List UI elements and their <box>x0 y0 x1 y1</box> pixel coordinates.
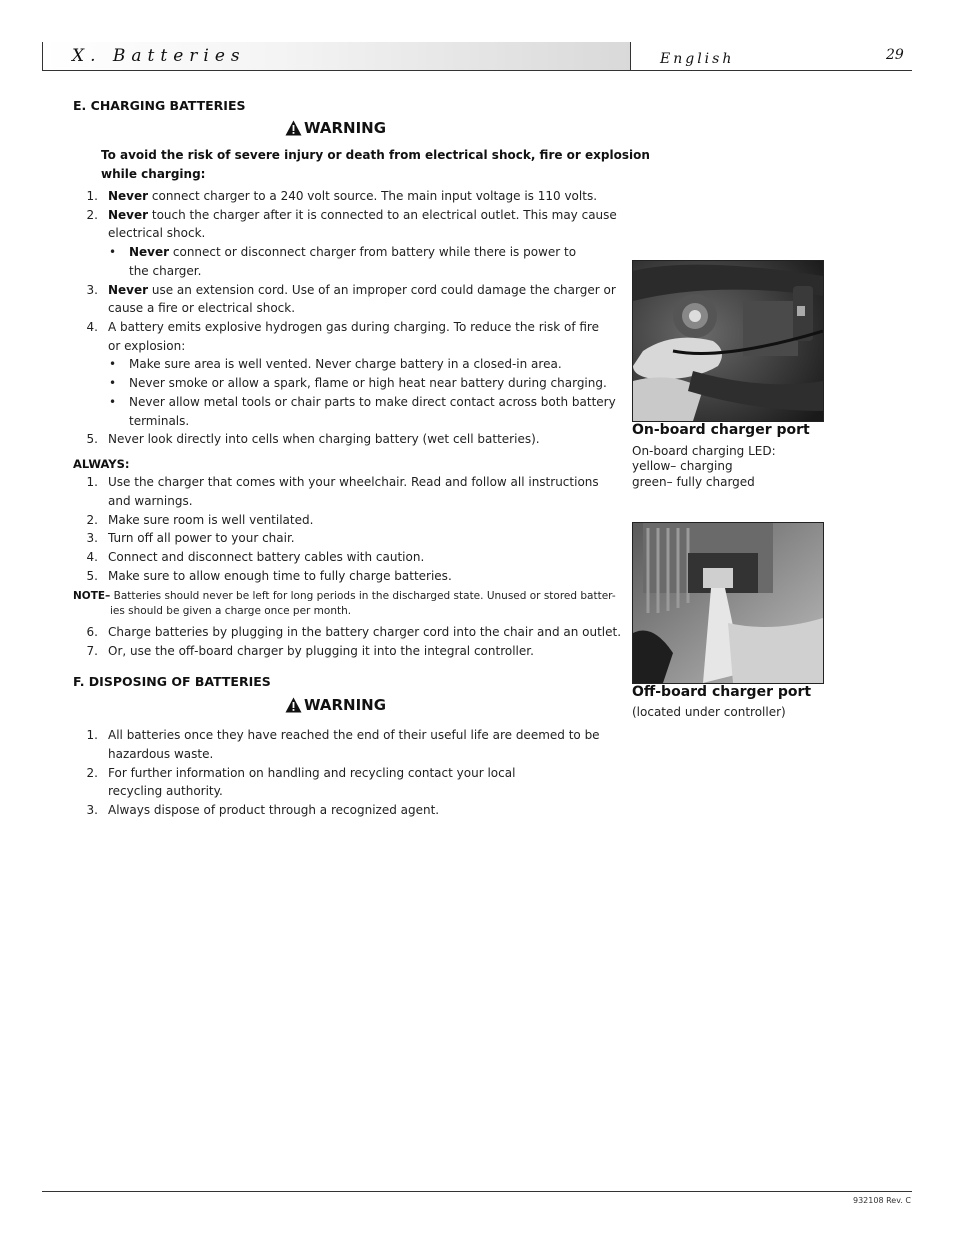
warning-label: WARNING <box>304 119 387 137</box>
document-number: 932108 Rev. C <box>853 1196 911 1205</box>
list-bullet-continuation: the charger. <box>129 264 202 278</box>
note: NOTE– Batteries should never be left for long periods in the discharged state. Unused or stored batter- <box>73 590 616 602</box>
onboard-caption-title: On-board charger port <box>632 422 810 438</box>
header-rule <box>42 70 912 71</box>
warning-lead-line2: while charging: <box>101 167 206 181</box>
list-item-continuation: hazardous waste. <box>108 747 214 761</box>
warning-label: WARNING <box>304 696 387 714</box>
note-label: NOTE– <box>73 590 111 602</box>
list-item-continuation: recycling authority. <box>108 784 223 798</box>
offboard-charger-photo <box>632 522 824 684</box>
offboard-caption-line1: (located under controller) <box>632 705 786 719</box>
onboard-caption-line2: yellow– charging <box>632 459 733 473</box>
footer-rule <box>42 1191 912 1192</box>
note-continuation: ies should be given a charge once per month. <box>110 605 352 617</box>
warning-icon <box>285 697 302 713</box>
disposing-heading: F. DISPOSING OF BATTERIES <box>73 674 271 689</box>
list-bullet-continuation: terminals. <box>129 414 190 428</box>
list-item-continuation: electrical shock. <box>108 226 206 240</box>
list-item-continuation: or explosion: <box>108 339 186 353</box>
charging-heading: E. CHARGING BATTERIES <box>73 98 246 113</box>
always-label: ALWAYS: <box>73 457 130 471</box>
warning-lead-line1: To avoid the risk of severe injury or death from electrical shock, fire or explosion <box>101 148 650 162</box>
section-title: X. Batteries <box>72 46 246 66</box>
onboard-caption-line1: On-board charging LED: <box>632 444 776 458</box>
offboard-caption-title: Off-board charger port <box>632 684 812 700</box>
language-label: English <box>660 51 735 67</box>
page-number: 29 <box>886 47 904 63</box>
charging-warning <box>285 119 386 137</box>
onboard-charger-photo <box>632 260 824 422</box>
header-separator <box>630 42 631 71</box>
warning-icon <box>285 120 302 136</box>
list-item-continuation: and warnings. <box>108 494 193 508</box>
disposing-warning <box>285 696 386 714</box>
onboard-caption-line3: green– fully charged <box>632 475 755 489</box>
list-item-continuation: cause a fire or electrical shock. <box>108 301 296 315</box>
